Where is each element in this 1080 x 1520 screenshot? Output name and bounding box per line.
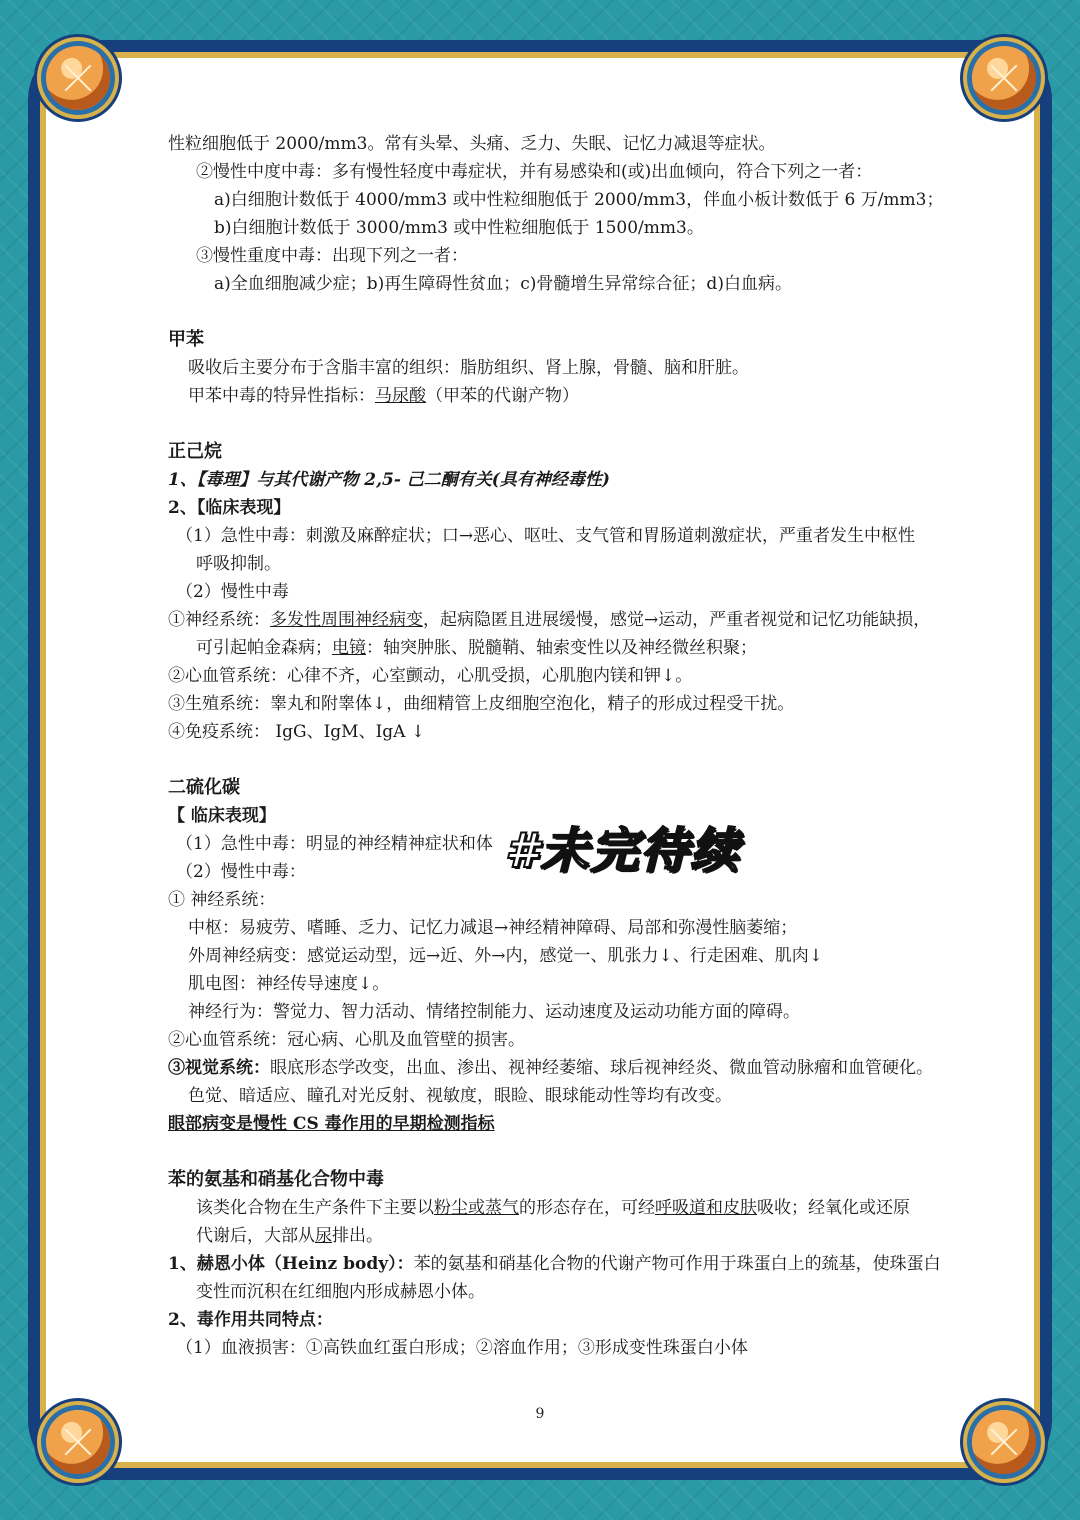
text-line — [168, 1056, 933, 1080]
underlined-term: 多发性周围神经病变 — [270, 610, 423, 630]
text-line — [196, 1224, 383, 1248]
underlined-term: 电镜 — [332, 638, 366, 658]
text-span: （甲苯的代谢产物） — [426, 386, 579, 406]
text-line: 性粒细胞低于 2000/mm3。常有头晕、头痛、乏力、失眠、记忆力减退等症状。 — [168, 134, 776, 154]
watermark-overlay: #未完待续 — [505, 823, 741, 879]
text-line — [168, 1252, 941, 1276]
text-line: （2）慢性中毒： — [176, 862, 306, 882]
corner-medallion-icon — [46, 46, 110, 110]
text-line: （1）急性中毒：刺激及麻醉症状；口→恶心、呕吐、支气管和胃肠道刺激症状，严重者发生中枢性 — [176, 526, 916, 546]
text-line — [196, 1196, 910, 1220]
text-line: 2、毒作用共同特点： — [168, 1310, 333, 1330]
section-heading: 甲苯 — [168, 329, 204, 350]
text-line: ③生殖系统：睾丸和附睾体↓，曲细精管上皮细胞空泡化，精子的形成过程受干扰。 — [168, 694, 795, 714]
text-line: a)全血细胞减少症；b)再生障碍性贫血；c)骨髓增生异常综合征；d)白血病。 — [214, 274, 792, 294]
text-line: （1）血液损害：①高铁血红蛋白形成；②溶血作用；③形成变性珠蛋白小体 — [176, 1338, 748, 1358]
section-heading: 正己烷 — [168, 441, 222, 462]
text-line: 色觉、暗适应、瞳孔对光反射、视敏度，眼睑、眼球能动性等均有改变。 — [188, 1086, 732, 1106]
text-line: ① 神经系统： — [168, 890, 276, 910]
underlined-term: 粉尘或蒸气 — [434, 1198, 519, 1218]
text-line: ②慢性中度中毒：多有慢性轻度中毒症状，并有易感染和(或)出血倾向，符合下列之一者： — [196, 162, 873, 182]
text-span: 可引起帕金森病； — [196, 638, 332, 658]
text-line: （2）慢性中毒 — [176, 582, 289, 602]
underlined-term: 呼吸道和皮肤 — [655, 1198, 757, 1218]
text-line: 外周神经病变：感觉运动型，远→近、外→内，感觉一、肌张力↓、行走困难、肌肉↓ — [188, 946, 823, 966]
text-line: 变性而沉积在红细胞内形成赫恩小体。 — [196, 1282, 485, 1302]
text-line: 神经行为：警觉力、智力活动、情绪控制能力、运动速度及运动功能方面的障碍。 — [188, 1002, 800, 1022]
text-span: ，起病隐匿且进展缓慢，感觉→运动，严重者视觉和记忆功能缺损， — [423, 610, 931, 630]
text-line: ②心血管系统：心律不齐，心室颤动，心肌受损，心肌胞内镁和钾↓。 — [168, 666, 693, 686]
text-span: 1、赫恩小体（Heinz body）： — [168, 1254, 414, 1274]
text-span: ：轴突肿胀、脱髓鞘、轴索变性以及神经微丝积聚； — [366, 638, 757, 658]
key-point-line: 眼部病变是慢性 CS 毒作用的早期检测指标 — [168, 1114, 495, 1134]
text-line: 【 临床表现】 — [168, 806, 276, 826]
section-heading: 二硫化碳 — [168, 777, 240, 798]
text-line: 呼吸抑制。 — [196, 554, 281, 574]
corner-medallion-icon — [972, 46, 1036, 110]
underlined-term: 马尿酸 — [375, 386, 426, 406]
section-heading: 苯的氨基和硝基化合物中毒 — [168, 1169, 384, 1190]
text-line — [188, 384, 579, 408]
text-line — [168, 608, 930, 632]
text-line: （1）急性中毒：明显的神经精神症状和体 — [176, 834, 493, 854]
text-span: 的形态存在，可经 — [519, 1198, 655, 1218]
text-line: 中枢：易疲劳、嗜睡、乏力、记忆力减退→神经精神障碍、局部和弥漫性脑萎缩； — [188, 918, 798, 938]
text-line: a)白细胞计数低于 4000/mm3 或中性粒细胞低于 2000/mm3，伴血小板计数低于 6 万/mm3； — [214, 190, 944, 210]
text-span: 眼底形态学改变，出血、渗出、视神经萎缩、球后视神经炎、微血管动脉瘤和血管硬化。 — [270, 1058, 933, 1078]
text-span: 甲苯中毒的特异性指标： — [188, 386, 375, 406]
page-number: 9 — [535, 1406, 545, 1422]
text-line: ②心血管系统：冠心病、心肌及血管壁的损害。 — [168, 1030, 525, 1050]
text-line: ④免疫系统： IgG、IgM、IgA ↓ — [168, 722, 426, 742]
text-span: 排出。 — [332, 1226, 383, 1246]
text-span: ①神经系统： — [168, 610, 270, 630]
text-span: ③视觉系统： — [168, 1058, 270, 1078]
text-line: b)白细胞计数低于 3000/mm3 或中性粒细胞低于 1500/mm3。 — [214, 218, 704, 238]
text-span: 代谢后，大部从 — [196, 1226, 315, 1246]
text-line — [196, 636, 757, 660]
text-line: 肌电图：神经传导速度↓。 — [188, 974, 390, 994]
underlined-term: 尿 — [315, 1226, 332, 1246]
text-span: 该类化合物在生产条件下主要以 — [196, 1198, 434, 1218]
text-line: 2、【临床表现】 — [168, 498, 291, 518]
text-line: 1、【毒理】与其代谢产物 2,5- 己二酮有关(具有神经毒性) — [168, 470, 610, 490]
text-span: 苯的氨基和硝基化合物的代谢产物可作用于珠蛋白上的巯基，使珠蛋白 — [413, 1254, 941, 1274]
text-span: 吸收；经氧化或还原 — [757, 1198, 910, 1218]
text-line: ③慢性重度中毒：出现下列之一者： — [196, 246, 468, 266]
text-line: 吸收后主要分布于含脂丰富的组织：脂肪组织、肾上腺，骨髓、脑和肝脏。 — [188, 358, 749, 378]
